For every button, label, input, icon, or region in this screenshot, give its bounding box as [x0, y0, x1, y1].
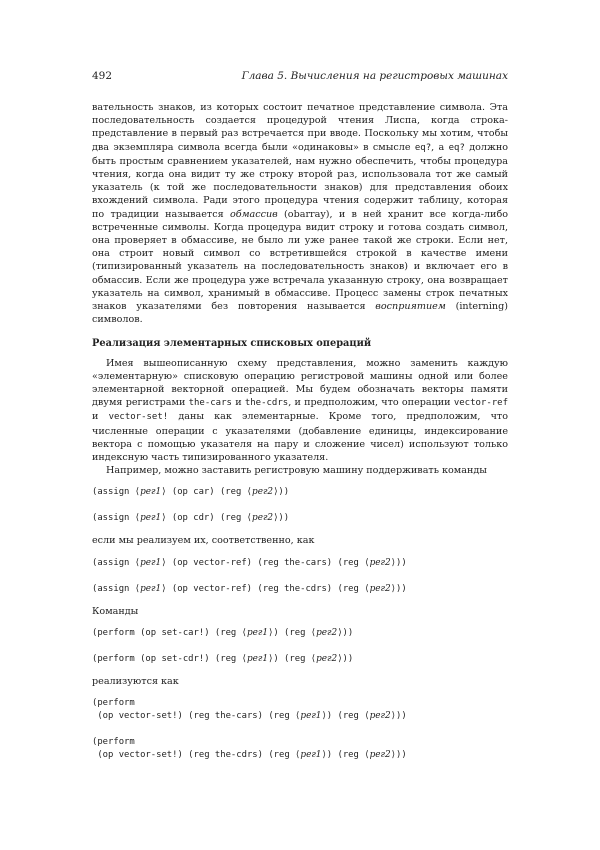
code-vector-set: vector-set! [108, 412, 169, 423]
paragraph-obarray: вательность знаков, из которых состоит печатное представление символа. Эта последовательность создается процедурой чтения Лиспа, когда строка-представление в первый раз встречается при вводе. Поскольку мы хотим, чтобы два экземпляра символа всегда были «одинаковы» в смысле eq?, а eq? должно быть простым сравнением указателей, нам нужно обеспечить, чтобы процедура чтения, когда она видит ту же строку второй раз, использовала тот же самый указатель (к той же последовательности знаков) для представления обоих вхождений символа. Ради этого процедура чтения содержит таблицу, которая по традиции называется обмассив (obarray), и в ней хранит все когда-либо встреченные символы. Когда процедура видит строку и готова создать символ, она проверяет в обмассиве, не было ли уже ранее такой же строки. Если нет, она строит новый символ со встретившейся строкой в качестве имени (типизированный указатель на последовательность знаков) и включает его в обмассив. Если же процедура уже встречала указанную строку, она возвращает указатель на символ, хранимый в обмассиве. Процесс замены строк печатных знаков указателями без повторения называется восприятием (interning) символов. [92, 102, 508, 326]
code-eq: eq? [414, 142, 432, 153]
paragraph-example: Например, можно заставить регистровую машину поддерживать команды [106, 465, 487, 477]
code-block-set-car-cdr: (perform (op set-car!) (reg ⟨рег1⟩) (reg ⟨рег2⟩)) (perform (op set-cdr!) (reg ⟨рег1⟩) (reg ⟨рег2⟩)) [92, 627, 354, 664]
chapter-title: Глава 5. Вычисления на регистровых машинах [241, 70, 508, 82]
code-vector-ref: vector-ref [453, 398, 508, 409]
term-interning: восприятием [375, 301, 446, 313]
code-eq: eq? [448, 142, 465, 153]
page-content [92, 101, 508, 771]
paragraph-implement: если мы реализуем их, соответственно, как [92, 535, 315, 547]
code-the-cars: the-cars [188, 398, 232, 409]
paragraph-vector-ops: Имея вышеописанную схему представления, можно заменить каждую «элементарную» списковую операцию регистровой машины одной или более элементарной векторной операцией. Мы будем обозначать векторы памяти двумя регистрами the-cars и the-cdrs, и предположим, что операции vector-ref и vector-set! даны как элементарные. Кроме того, предположим, что численные операции с указателями (добавление единицы, индексирование вектора с помощью указателя на пару и сложение чисел) используют только индексную часть типизированного указателя. [92, 357, 508, 464]
term-obarray: обмассив [229, 208, 278, 220]
section-heading: Реализация элементарных списковых операций [92, 338, 372, 350]
running-header [92, 70, 508, 86]
code-block-car-cdr: (assign ⟨рег1⟩ (op car) (reg ⟨рег2⟩)) (assign ⟨рег1⟩ (op cdr) (reg ⟨рег2⟩)) [92, 487, 290, 524]
code-block-vector-set: (perform (op vector-set!) (reg the-cars) (reg ⟨рег1⟩) (reg ⟨рег2⟩)) (perform (op vector-set!) (reg the-cdrs) (reg ⟨рег1⟩) (reg ⟨рег2⟩)) [92, 698, 407, 761]
code-the-cdrs: the-cdrs [244, 398, 289, 409]
paragraph-commands: Команды [92, 605, 139, 617]
page-number: 492 [92, 70, 113, 82]
code-block-vector-ref: (assign ⟨рег1⟩ (op vector-ref) (reg the-cars) (reg ⟨рег2⟩)) (assign ⟨рег1⟩ (op vector-ref) (reg the-cdrs) (reg ⟨рег2⟩)) [92, 557, 407, 594]
paragraph-realized-as: реализуются как [92, 675, 179, 687]
